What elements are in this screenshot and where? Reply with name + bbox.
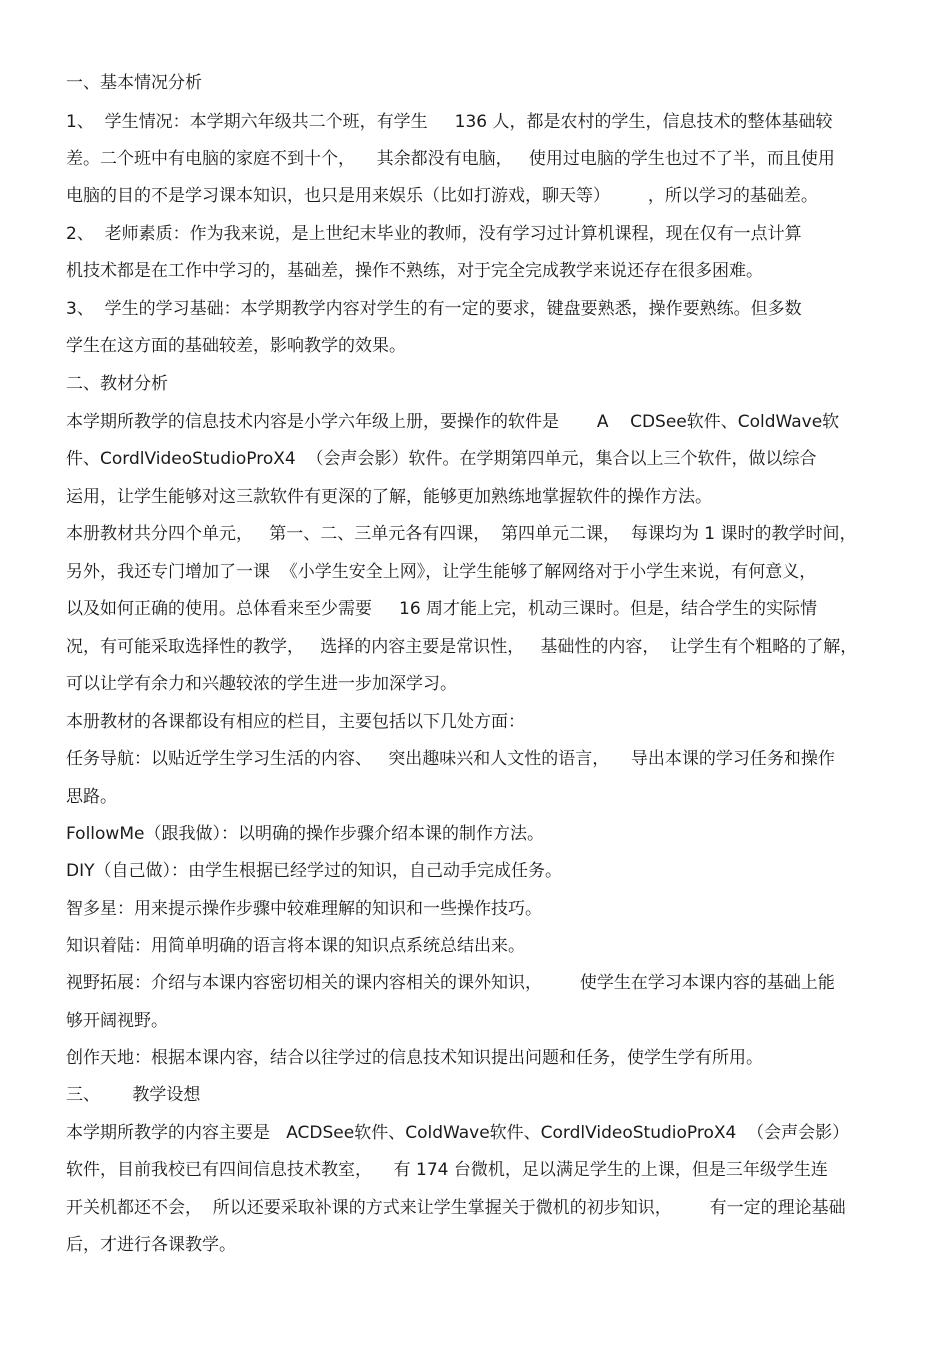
paragraph-line: 机技术都是在工作中学习的，基础差，操作不熟练，对于完全完成教学来说还存在很多困难。 xyxy=(66,261,763,281)
paragraph-line: 智多星：用来提示操作步骤中较难理解的知识和一些操作技巧。 xyxy=(66,899,542,919)
paragraph-line: 本学期所教学的内容主要是 ACDSee软件、ColdWave软件、CordlVideoStudioProX4 （会声会影） xyxy=(66,1123,850,1143)
paragraph-line: 另外，我还专门增加了一课 《小学生安全上网》，让学生能够了解网络对于小学生来说，有何意义， xyxy=(66,562,817,582)
paragraph-line: 2、 老师素质：作为我来说，是上世纪末毕业的教师，没有学习过计算机课程，现在仅有一点计算 xyxy=(66,224,802,244)
paragraph-line: 开关机都还不会， 所以还要采取补课的方式来让学生掌握关于微机的初步知识， 有一定的理论基础 xyxy=(66,1198,846,1218)
paragraph-line: 以及如何正确的使用。总体看来至少需要 16 周才能上完，机动三课时。但是，结合学生的实际情 xyxy=(66,599,818,619)
paragraph-line: 本学期所教学的信息技术内容是小学六年级上册，要操作的软件是 A CDSee软件、ColdWave软 xyxy=(66,412,840,432)
paragraph-line: 况，有可能采取选择性的教学， 选择的内容主要是常识性， 基础性的内容， 让学生有个粗略的了解， xyxy=(66,637,858,657)
paragraph-line: DIY（自己做）：由学生根据已经学过的知识，自己动手完成任务。 xyxy=(66,861,562,881)
paragraph-line: FollowMe（跟我做）：以明确的操作步骤介绍本课的制作方法。 xyxy=(66,824,544,844)
paragraph-line: 视野拓展：介绍与本课内容密切相关的课内容相关的课外知识， 使学生在学习本课内容的基础上能 xyxy=(66,973,835,993)
paragraph-line: 知识着陆：用简单明确的语言将本课的知识点系统总结出来。 xyxy=(66,936,525,956)
paragraph-line: 件、CordlVideoStudioProX4 （会声会影）软件。在学期第四单元，集合以上三个软件，做以综合 xyxy=(66,449,817,469)
section-heading-1: 一、基本情况分析 xyxy=(66,73,202,93)
paragraph-line: 3、 学生的学习基础：本学期教学内容对学生的有一定的要求，键盘要熟悉，操作要熟练。但多数 xyxy=(66,299,802,319)
paragraph-line: 软件，目前我校已有四间信息技术教室， 有 174 台微机，足以满足学生的上课，但是三年级学生连 xyxy=(66,1160,828,1180)
section-heading-2: 二、教材分析 xyxy=(66,374,168,394)
paragraph-line: 学生在这方面的基础较差，影响教学的效果。 xyxy=(66,336,406,356)
paragraph-line: 1、 学生情况：本学期六年级共二个班，有学生 136 人，都是农村的学生，信息技术的整体基础较 xyxy=(66,112,833,132)
paragraph-line: 后，才进行各课教学。 xyxy=(66,1235,236,1255)
section-heading-3: 三、 教学设想 xyxy=(66,1085,201,1105)
paragraph-line: 够开阔视野。 xyxy=(66,1011,168,1031)
paragraph-line: 差。二个班中有电脑的家庭不到十个， 其余都没有电脑， 使用过电脑的学生也过不了半，而且使用 xyxy=(66,149,835,169)
paragraph-line: 任务导航：以贴近学生学习生活的内容、 突出趣味兴和人文性的语言， 导出本课的学习任务和操作 xyxy=(66,749,835,769)
paragraph-line: 可以让学有余力和兴趣较浓的学生进一步加深学习。 xyxy=(66,674,457,694)
paragraph-line: 本册教材的各课都设有相应的栏目，主要包括以下几处方面： xyxy=(66,712,525,732)
paragraph-line: 思路。 xyxy=(66,787,117,807)
paragraph-line: 电脑的目的不是学习课本知识，也只是用来娱乐（比如打游戏，聊天等） ，所以学习的基础差。 xyxy=(66,186,818,206)
paragraph-line: 创作天地：根据本课内容，结合以往学过的信息技术知识提出问题和任务，使学生学有所用。 xyxy=(66,1048,763,1068)
paragraph-line: 本册教材共分四个单元， 第一、二、三单元各有四课， 第四单元二课， 每课均为 1 课时的教学时间， xyxy=(66,524,857,544)
paragraph-line: 运用，让学生能够对这三款软件有更深的了解，能够更加熟练地掌握软件的操作方法。 xyxy=(66,487,712,507)
